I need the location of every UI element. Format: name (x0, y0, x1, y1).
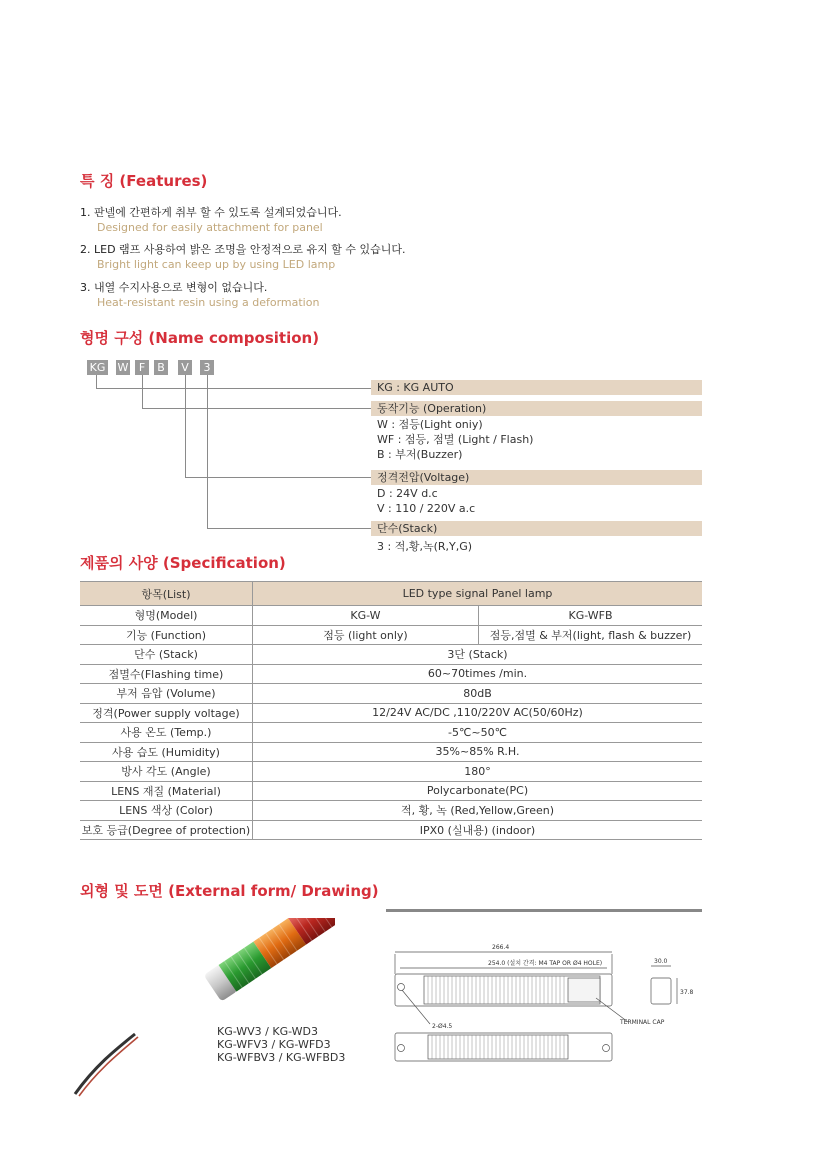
connector-line (142, 375, 143, 408)
spec-label: 보호 등급(Degree of protection) (80, 820, 253, 840)
spec-value: 12/24V AC/DC ,110/220V AC(50/60Hz) (253, 703, 703, 723)
kg-band: KG : KG AUTO (371, 380, 702, 395)
connector-line (142, 408, 371, 409)
specification-title: 제품의 사양 (Specification) (80, 554, 286, 572)
operation-b: B : 부저(Buzzer) (377, 448, 463, 461)
feature-2-en: Bright light can keep up by using LED lamp (97, 258, 336, 271)
table-row (80, 625, 702, 645)
feature-item-2 (80, 242, 406, 272)
stack-band: 단수(Stack) (371, 521, 702, 536)
table-row (80, 723, 702, 743)
spec-value: KG-W (253, 606, 479, 626)
mount-hole (398, 984, 405, 991)
code-v: V (178, 360, 192, 375)
feature-1-ko: 1. 판넬에 간편하게 취부 할 수 있도록 설계되었습니다. (80, 206, 342, 219)
connector-line (207, 375, 208, 528)
spec-label: 부저 음압 (Volume) (80, 684, 253, 704)
body-bottom-view (395, 1033, 612, 1061)
spec-label: 형명(Model) (80, 606, 253, 626)
operation-wf: WF : 점등, 점멸 (Light / Flash) (377, 433, 534, 446)
spec-label: 사용 습도 (Humidity) (80, 742, 253, 762)
code-kg: KG (87, 360, 108, 375)
table-row (80, 606, 702, 626)
dim-holes: 254.0 (설치 간격: M4 TAP OR Ø4 HOLE) (488, 960, 603, 967)
spec-label: LENS 재질 (Material) (80, 781, 253, 801)
mount-hole (603, 1045, 610, 1052)
stack-3: 3 : 적,황,녹(R,Y,G) (377, 540, 473, 553)
leader-line (402, 990, 430, 1024)
table-row (80, 703, 702, 723)
voltage-d: D : 24V d.c (377, 487, 438, 500)
dim-width: 30.0 (654, 958, 668, 965)
table-row (80, 684, 702, 704)
spec-header-row (80, 582, 702, 606)
product-photo (65, 918, 335, 1103)
spec-value: -5℃~50℃ (253, 723, 703, 743)
code-w: W (117, 361, 129, 374)
cable (75, 1034, 135, 1094)
spec-value: 80dB (253, 684, 703, 704)
spec-value: 3단 (Stack) (253, 645, 703, 665)
operation-w: W : 점등(Light oniy) (377, 418, 483, 431)
feature-3-en: Heat-resistant resin using a deformation (97, 296, 320, 309)
lens-area-bottom (428, 1035, 568, 1059)
table-row (80, 664, 702, 684)
spec-value: KG-WFB (479, 606, 703, 626)
model-list: KG-WV3 / KG-WD3 KG-WFV3 / KG-WFD3 KG-WFBV3 / KG-WFBD3 (217, 1025, 346, 1064)
features-title: 특 징 (Features) (80, 172, 208, 190)
dim-height: 37.8 (680, 989, 694, 996)
table-row (80, 820, 702, 840)
spec-value: 점등,점멸 & 부저(light, flash & buzzer) (479, 625, 703, 645)
spec-label: 방사 각도 (Angle) (80, 762, 253, 782)
connector-line (96, 388, 371, 389)
table-row (80, 781, 702, 801)
mount-hole (398, 1045, 405, 1052)
terminal-area (568, 978, 600, 1002)
spec-value: 180° (253, 762, 703, 782)
cable-wire (79, 1037, 138, 1096)
spec-label: 단수 (Stack) (80, 645, 253, 665)
spec-label: LENS 색상 (Color) (80, 801, 253, 821)
body-side-view (651, 978, 671, 1004)
connector-line (185, 375, 186, 477)
connector-line (207, 528, 371, 529)
name-composition-title: 형명 구성 (Name composition) (80, 329, 320, 347)
dim-total: 266.4 (492, 944, 510, 951)
feature-2-ko: 2. LED 램프 사용하여 밝은 조명을 안정적으로 유지 할 수 있습니다. (80, 243, 406, 256)
spec-value: 점등 (light only) (253, 625, 479, 645)
spec-value: 60~70times /min. (253, 664, 703, 684)
table-row (80, 762, 702, 782)
section-divider (386, 909, 702, 912)
spec-label: 기능 (Function) (80, 625, 253, 645)
code-f: F (135, 360, 149, 375)
spec-value: IPX0 (실내용) (indoor) (253, 820, 703, 840)
operation-band: 동작기능 (Operation) (371, 401, 702, 416)
voltage-band: 정격전압(Voltage) (371, 470, 702, 485)
connector-line (185, 477, 371, 478)
feature-item-3 (80, 280, 319, 310)
table-row (80, 742, 702, 762)
terminal-cap-label: TERMINAL CAP (620, 1019, 665, 1026)
feature-1-en: Designed for easily attachment for panel (97, 221, 323, 234)
connector-line (96, 375, 97, 388)
feature-item-1 (80, 205, 342, 235)
spec-table (80, 581, 702, 840)
voltage-v: V : 110 / 220V a.c (377, 502, 476, 515)
external-title: 외형 및 도면 (External form/ Drawing) (80, 882, 379, 900)
hole-note: 2-Ø4.5 (432, 1023, 453, 1030)
table-row (80, 801, 702, 821)
spec-value: Polycarbonate(PC) (253, 781, 703, 801)
spec-header-product: LED type signal Panel lamp (253, 582, 703, 606)
table-row (80, 645, 702, 665)
spec-header-list: 항목(List) (80, 582, 253, 606)
spec-label: 정격(Power supply voltage) (80, 703, 253, 723)
technical-drawing (388, 938, 704, 1068)
spec-label: 점멸수(Flashing time) (80, 664, 253, 684)
code-b: B (154, 360, 168, 375)
spec-value: 35%~85% R.H. (253, 742, 703, 762)
spec-value: 적, 황, 녹 (Red,Yellow,Green) (253, 801, 703, 821)
feature-3-ko: 3. 내열 수지사용으로 변형이 없습니다. (80, 281, 268, 294)
spec-label: 사용 온도 (Temp.) (80, 723, 253, 743)
code-3: 3 (200, 360, 214, 375)
